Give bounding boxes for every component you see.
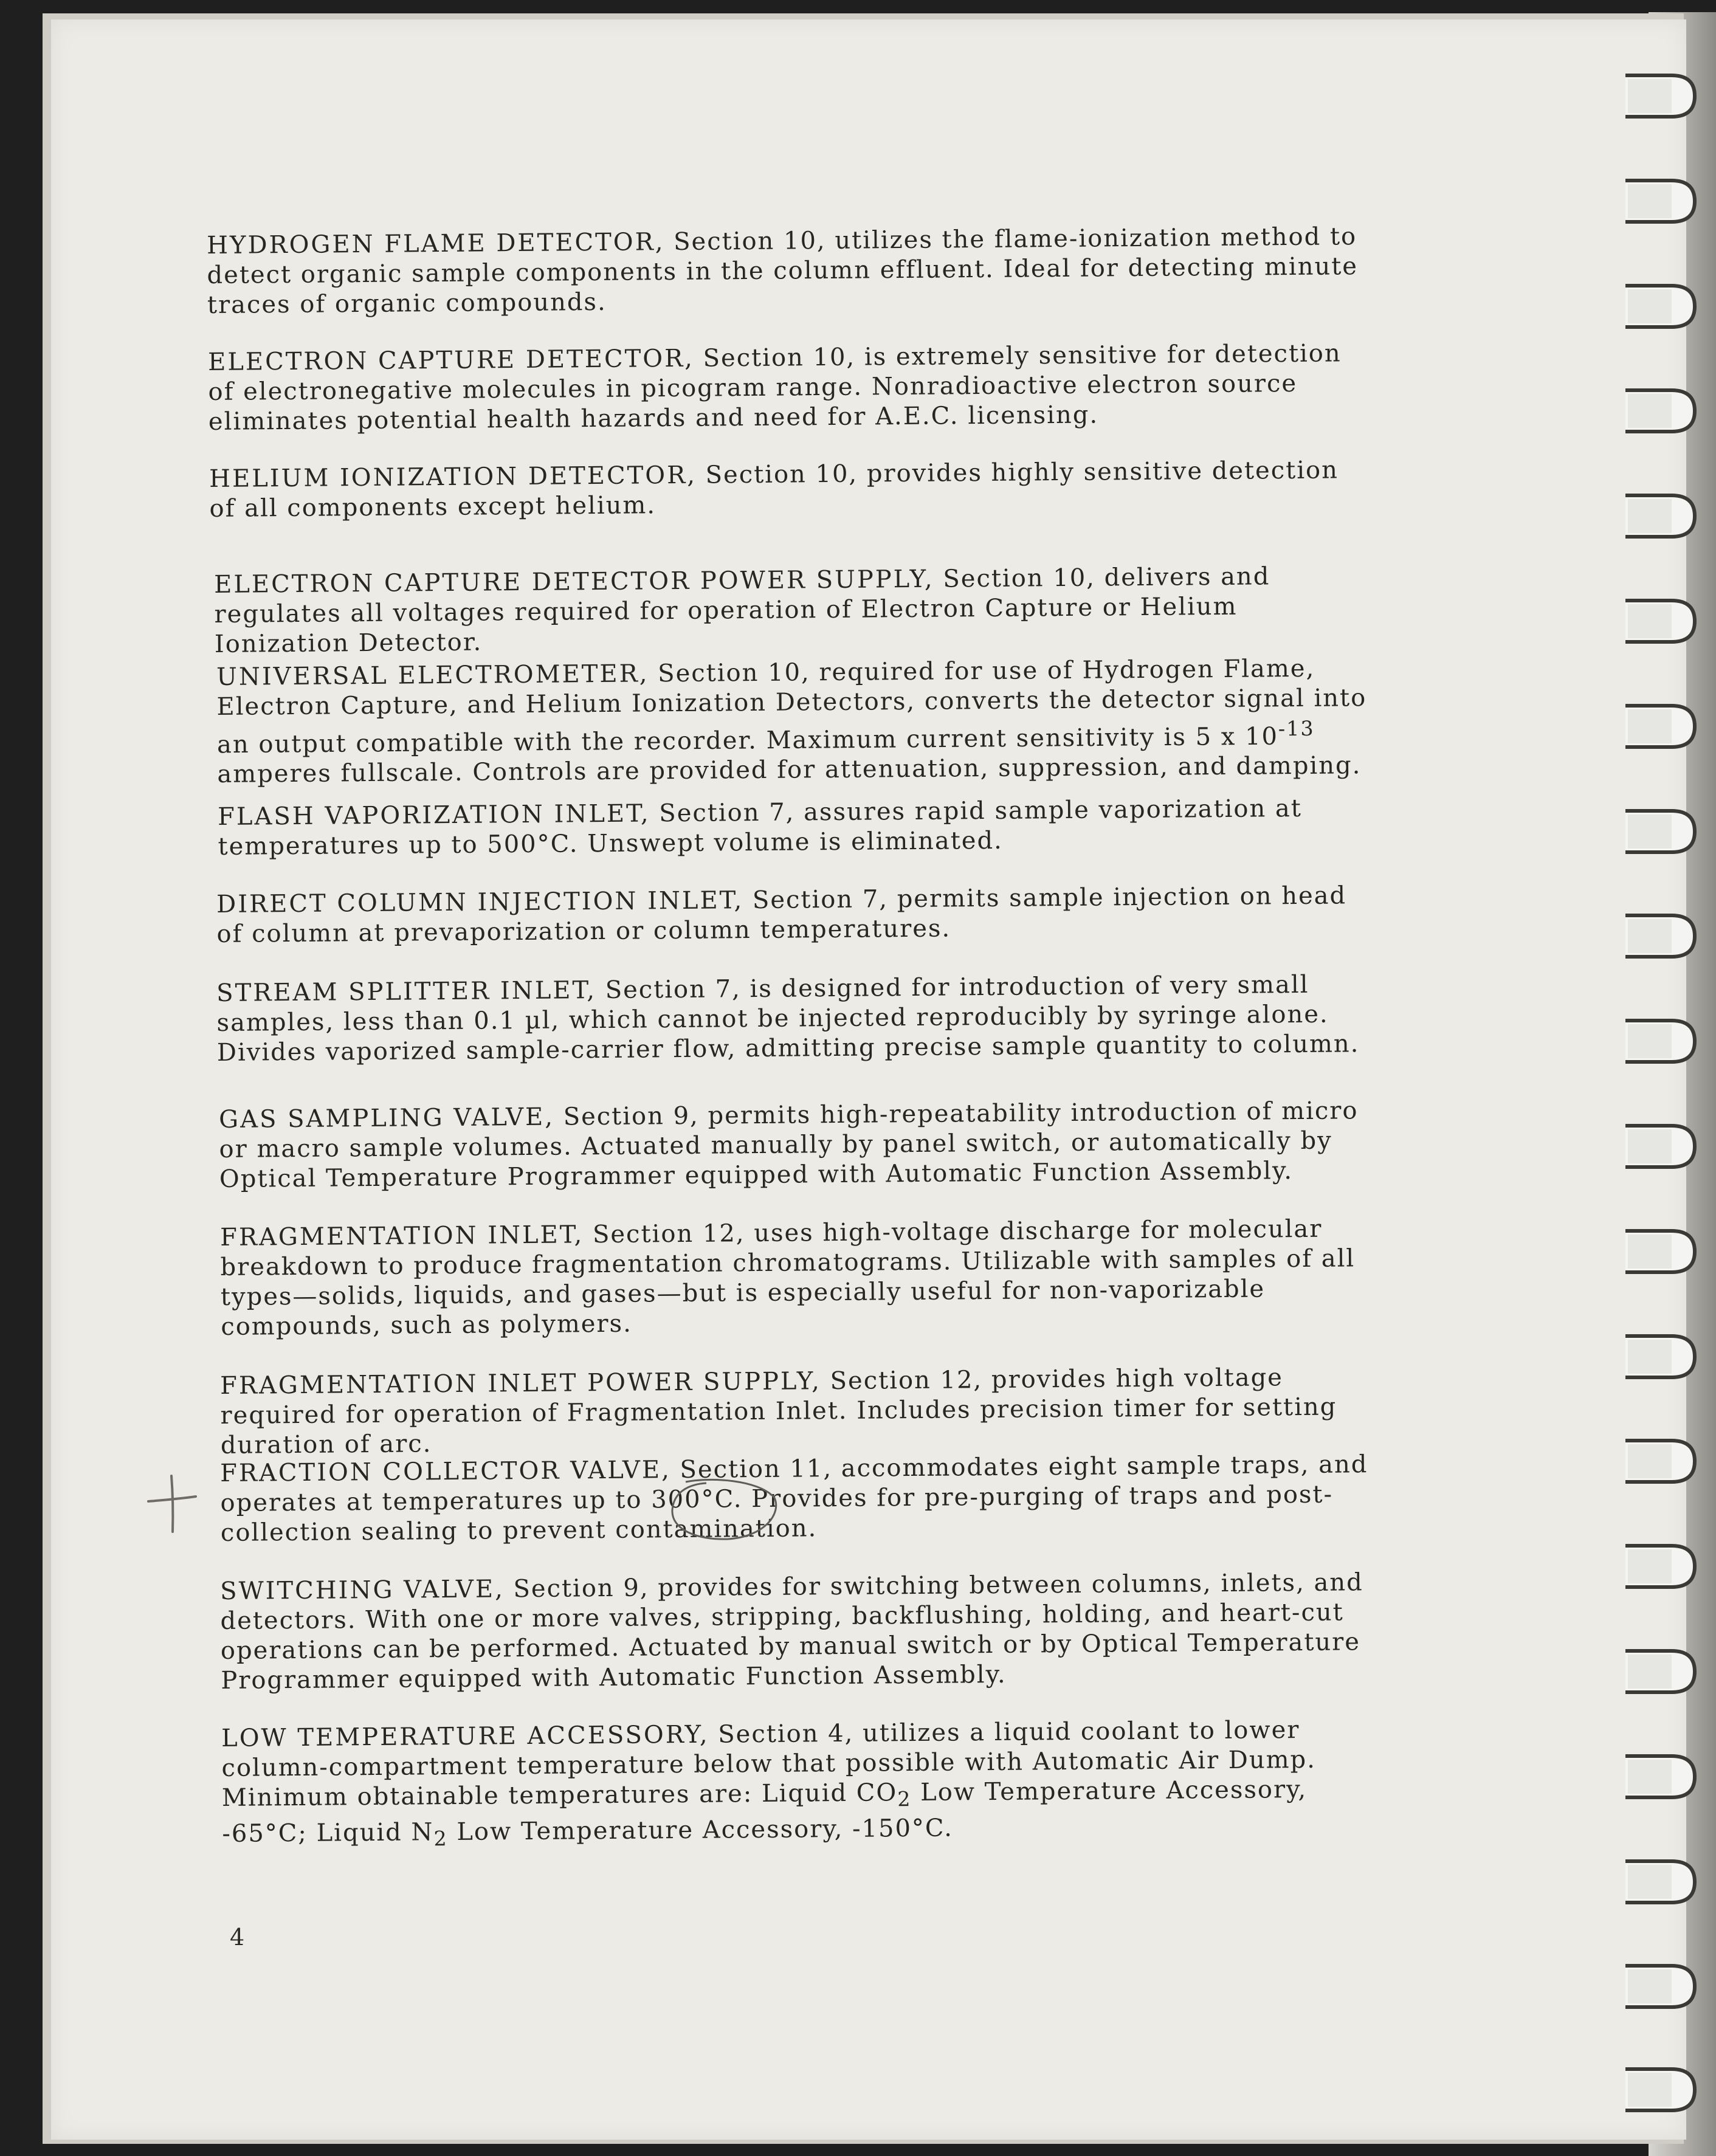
paragraph-electron-capture-detector [208, 339, 1363, 437]
paragraph-text: Section 11, accommodates eight sample traps, and operates at temperatures up to 300°C. Provides for pre-purging of traps and post-collection sealing to prevent contamination. [220, 1450, 1368, 1547]
paragraph-text: Section 10, provides highly sensitive detection of all components except helium. [209, 456, 1339, 523]
paragraph-text: Section 7, is designed for introduction of very small samples, less than 0.1 µl, which cannot be injected reproducibly by syringe alone. Divides vaporized sample-carrier flow, admitting precise sample quantity to column. [216, 970, 1360, 1067]
binding-ring [1619, 1538, 1698, 1594]
subscript-n2: 2 [433, 1827, 448, 1851]
paragraph-ec-detector-power-supply [214, 561, 1370, 660]
paragraph-term: FLASH VAPORIZATION INLET, [218, 799, 650, 831]
paragraph-text: Section 10, utilizes the flame-ionization method to detect organic sample components in the column effluent. Ideal for detecting minute traces of organic compounds. [207, 222, 1359, 319]
paragraph-flash-vaporization-inlet [218, 793, 1373, 862]
binding-ring [1619, 2062, 1698, 2118]
binding-ring [1619, 1329, 1698, 1385]
binding-ring [1619, 1644, 1698, 1700]
binding-ring [1619, 383, 1698, 439]
binding-ring [1619, 1224, 1698, 1279]
binding-ring [1619, 1118, 1698, 1174]
handwritten-plus-mark [145, 1473, 199, 1534]
binding-ring [1619, 698, 1698, 754]
paragraph-term: SWITCHING VALVE, [220, 1575, 505, 1605]
binding-ring [1619, 278, 1698, 334]
paragraph-helium-ionization-detector [209, 455, 1365, 524]
paragraph-text: Section 12, uses high-voltage discharge for molecular breakdown to produce fragmentation chromatograms. Utilizable with samples of all types—solids, liquids, and gases—but is especially useful for non-vaporizable compounds, such as polymers. [220, 1214, 1356, 1341]
paragraph-term: LOW TEMPERATURE ACCESSORY, [221, 1720, 709, 1752]
paragraph-text: Section 7, permits sample injection on head of column at prevaporization or column temperatures. [216, 881, 1347, 948]
paragraph-text: Section 12, provides high voltage required for operation of Fragmentation Inlet. Includes precision timer for setting duration of arc. [220, 1363, 1337, 1459]
exponent-superscript: -13 [1278, 716, 1315, 741]
binding-ring [1619, 68, 1698, 124]
binding-ring [1619, 488, 1698, 544]
paragraph-stream-splitter-inlet [216, 970, 1372, 1068]
binding-ring [1619, 804, 1698, 859]
paragraph-universal-electrometer [216, 653, 1373, 790]
binding-ring [1619, 1013, 1698, 1069]
paragraph-term: HELIUM IONIZATION DETECTOR, [209, 461, 697, 493]
paragraph-text: Section 4, utilizes a liquid coolant to lower column-compartment temperature below that possible with Automatic Air Dump. Minimum obtainable temperatures are: Liquid CO [221, 1716, 1317, 1812]
binding-ring [1619, 1958, 1698, 2014]
paragraph-fragmentation-inlet [220, 1214, 1376, 1342]
paragraph-term: FRAGMENTATION INLET, [220, 1221, 584, 1252]
binding-ring [1619, 173, 1698, 229]
paragraph-term: GAS SAMPLING VALVE, [219, 1103, 555, 1134]
paragraph-switching-valve [220, 1568, 1376, 1696]
paragraph-text-middle: Low Temperature Accessory, -65°C; Liquid N [222, 1775, 1308, 1848]
binding-ring [1619, 908, 1698, 964]
paragraph-term: HYDROGEN FLAME DETECTOR, [207, 228, 665, 260]
page-number: 4 [230, 1924, 245, 1951]
paragraph-text: Section 9, permits high-repeatability introduction of micro or macro sample volumes. Actuated manually by panel switch, or automatically by Optical Temperature Programmer equipped with Automatic Function Assembly. [219, 1097, 1359, 1193]
circled-value-annotation [667, 1476, 783, 1543]
paragraph-low-temperature-accessory [221, 1715, 1377, 1855]
paragraph-direct-column-injection-inlet [216, 881, 1372, 949]
binding-ring [1619, 1433, 1698, 1489]
paragraph-text: Section 10, is extremely sensitive for detection of electronegative molecules in picogram range. Nonradioactive electron source eliminates potential health hazards and need for A.E.C. licensing. [208, 339, 1342, 436]
paragraph-term: ELECTRON CAPTURE DETECTOR POWER SUPPLY, [214, 565, 934, 599]
paragraph-fraction-collector-valve [220, 1450, 1376, 1548]
paragraph-text-continued: Low Temperature Accessory, -150°C. [447, 1814, 954, 1847]
paragraph-term: ELECTRON CAPTURE DETECTOR, [208, 344, 695, 376]
paragraph-text: Section 10, required for use of Hydrogen Flame, Electron Capture, and Helium Ionization Detectors, converts the detector signal into an output compatible with the recorder. Maximum current sensitivity is 5 x [216, 654, 1367, 759]
binding-ring [1619, 1749, 1698, 1805]
exponent-base: 10 [1244, 722, 1279, 751]
paragraph-hydrogen-flame-detector [207, 222, 1362, 320]
paragraph-text-continued: amperes fullscale. Controls are provided for attenuation, suppression, and damping. [217, 751, 1362, 789]
binding-ring [1619, 593, 1698, 649]
paragraph-text: Section 10, delivers and regulates all voltages required for operation of Electron Capture or Helium Ionization Detector. [214, 562, 1270, 658]
paragraph-term: FRACTION COLLECTOR VALVE, [220, 1456, 672, 1487]
paragraph-fragmentation-inlet-power-supply [220, 1362, 1376, 1461]
paragraph-term: STREAM SPLITTER INLET, [216, 976, 597, 1007]
binding-ring [1619, 1854, 1698, 1910]
paragraph-term: FRAGMENTATION INLET POWER SUPPLY, [220, 1367, 822, 1400]
subscript-co2: 2 [897, 1787, 912, 1811]
paragraph-term: DIRECT COLUMN INJECTION INLET, [216, 886, 744, 918]
paragraph-gas-sampling-valve [219, 1096, 1374, 1194]
paragraph-term: UNIVERSAL ELECTROMETER, [216, 660, 649, 691]
paragraph-text: Section 9, provides for switching between columns, inlets, and detectors. With one or more valves, stripping, backflushing, holding, and heart-cut operations can be performed. Actuated by manual switch or by Optical Temperature Programmer equipped with Automatic Function Assembly. [220, 1568, 1363, 1695]
paragraph-text: Section 7, assures rapid sample vaporization at temperatures up to 500°C. Unswept volume is eliminated. [218, 794, 1303, 861]
